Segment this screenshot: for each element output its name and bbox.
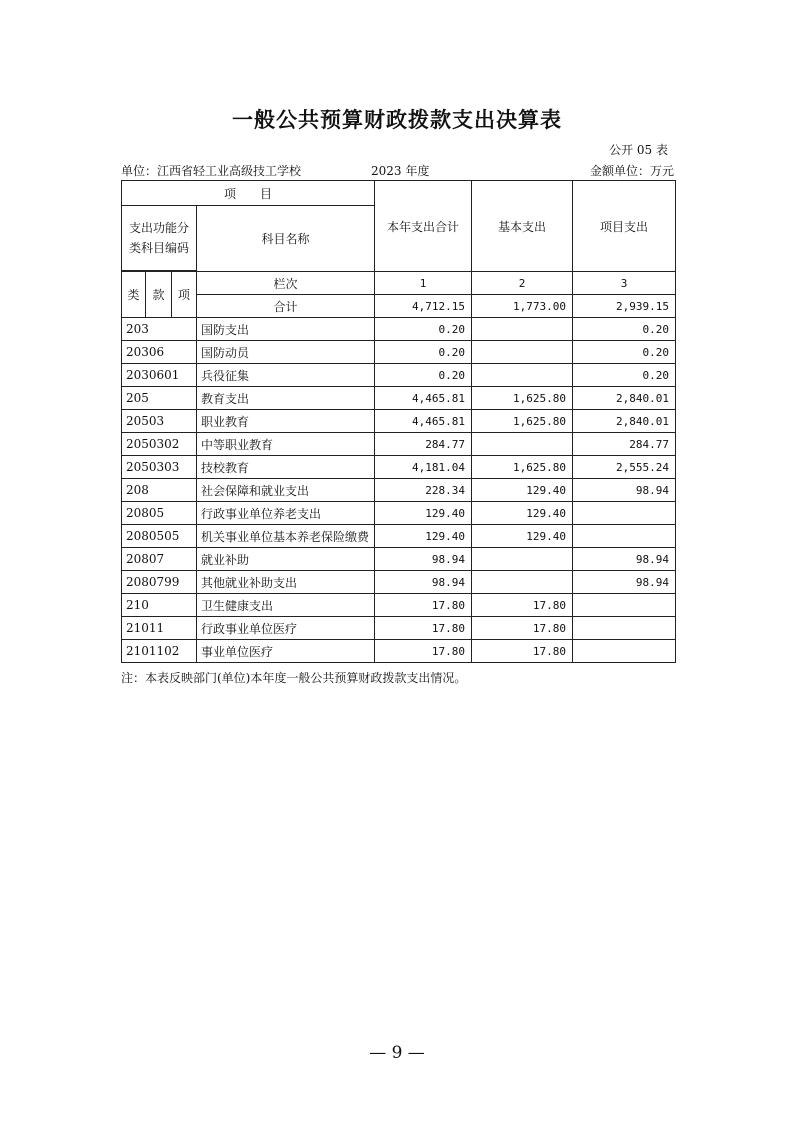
row-total: 4,465.81 [375,410,472,433]
row-total: 4,465.81 [375,387,472,410]
row-name: 行政事业单位医疗 [197,617,375,640]
heji-basic: 1,773.00 [472,295,573,318]
row-total: 17.80 [375,640,472,663]
header-kuan: 款 [146,272,172,318]
row-basic: 129.40 [472,525,573,548]
table-row [122,502,676,525]
header-lanci: 栏次 [197,272,375,295]
row-basic [472,548,573,571]
row-total: 228.34 [375,479,472,502]
row-code: 205 [122,387,197,410]
row-name: 中等职业教育 [197,433,375,456]
row-code: 21011 [122,617,197,640]
table-row [122,594,676,617]
row-basic: 129.40 [472,502,573,525]
header-col-basic: 基本支出 [472,181,573,272]
row-basic [472,364,573,387]
row-basic: 17.80 [472,640,573,663]
total-row [122,295,676,318]
row-code: 210 [122,594,197,617]
row-total: 0.20 [375,364,472,387]
header-name-label: 科目名称 [197,206,375,272]
row-total: 98.94 [375,548,472,571]
col-no-2: 2 [472,272,573,295]
row-code: 20306 [122,341,197,364]
table-row [122,548,676,571]
row-project: 98.94 [573,548,676,571]
row-name: 教育支出 [197,387,375,410]
row-code: 203 [122,318,197,341]
row-name: 事业单位医疗 [197,640,375,663]
unit-label: 单位：江西省轻工业高级技工学校 [121,164,302,178]
row-name: 技校教育 [197,456,375,479]
row-project: 2,555.24 [573,456,676,479]
col-no-1: 1 [375,272,472,295]
money-unit: 金额单位：万元 [589,164,674,178]
row-name: 其他就业补助支出 [197,571,375,594]
row-basic [472,318,573,341]
header-col-total: 本年支出合计 [375,181,472,272]
row-code: 208 [122,479,197,502]
header-xiang: 项 [172,272,197,318]
table-row [122,341,676,364]
row-code: 2050302 [122,433,197,456]
table-row [122,617,676,640]
row-code: 2030601 [122,364,197,387]
row-name: 行政事业单位养老支出 [197,502,375,525]
heji-total: 4,712.15 [375,295,472,318]
year-label: 2023 年度 [371,164,430,178]
row-total: 129.40 [375,502,472,525]
row-code: 20805 [122,502,197,525]
table-row [122,364,676,387]
row-basic [472,341,573,364]
row-code: 20807 [122,548,197,571]
row-total: 4,181.04 [375,456,472,479]
row-name: 社会保障和就业支出 [197,479,375,502]
row-basic: 129.40 [472,479,573,502]
header-row-item [122,181,676,206]
table-row [122,318,676,341]
row-name: 卫生健康支出 [197,594,375,617]
row-code: 2101102 [122,640,197,663]
expenditure-table [121,180,676,663]
row-basic: 17.80 [472,594,573,617]
heji-label: 合计 [197,295,375,318]
header-row-lanci [122,272,676,295]
row-basic [472,433,573,456]
row-name: 国防支出 [197,318,375,341]
row-total: 17.80 [375,594,472,617]
row-name: 机关事业单位基本养老保险缴费 [197,525,375,548]
row-project [573,525,676,548]
row-name: 兵役征集 [197,364,375,387]
row-total: 129.40 [375,525,472,548]
row-name: 就业补助 [197,548,375,571]
row-code: 20503 [122,410,197,433]
table-row [122,571,676,594]
header-code-label: 支出功能分类科目编码 [122,206,197,271]
header-lei: 类 [122,272,146,318]
row-project: 0.20 [573,341,676,364]
table-row [122,456,676,479]
row-total: 0.20 [375,341,472,364]
row-basic: 1,625.80 [472,387,573,410]
row-total: 98.94 [375,571,472,594]
row-total: 0.20 [375,318,472,341]
page-title: 一般公共预算财政拨款支出决算表 [232,108,562,132]
table-row [122,410,676,433]
table-row [122,525,676,548]
row-project: 2,840.01 [573,410,676,433]
row-project [573,502,676,525]
row-basic: 17.80 [472,617,573,640]
row-name: 国防动员 [197,341,375,364]
footnote: 注：本表反映部门(单位)本年度一般公共预算财政拨款支出情况。 [121,671,467,685]
table-row [122,479,676,502]
row-name: 职业教育 [197,410,375,433]
row-project: 98.94 [573,479,676,502]
row-basic: 1,625.80 [472,410,573,433]
row-project [573,640,676,663]
meta-line [121,162,674,178]
row-code: 2050303 [122,456,197,479]
heji-project: 2,939.15 [573,295,676,318]
row-project: 98.94 [573,571,676,594]
row-project: 0.20 [573,364,676,387]
row-basic: 1,625.80 [472,456,573,479]
row-project: 0.20 [573,318,676,341]
row-project [573,617,676,640]
row-code: 2080799 [122,571,197,594]
table-row [122,433,676,456]
header-item: 项 目 [122,181,375,206]
table-code: 公开 05 表 [609,143,668,157]
table-row [122,640,676,663]
row-total: 284.77 [375,433,472,456]
row-project: 2,840.01 [573,387,676,410]
row-code: 2080505 [122,525,197,548]
header-col-project: 项目支出 [573,181,676,272]
row-total: 17.80 [375,617,472,640]
row-project [573,594,676,617]
col-no-3: 3 [573,272,676,295]
table-row [122,387,676,410]
row-basic [472,571,573,594]
page-number: — 9 — [369,1043,425,1063]
row-project: 284.77 [573,433,676,456]
